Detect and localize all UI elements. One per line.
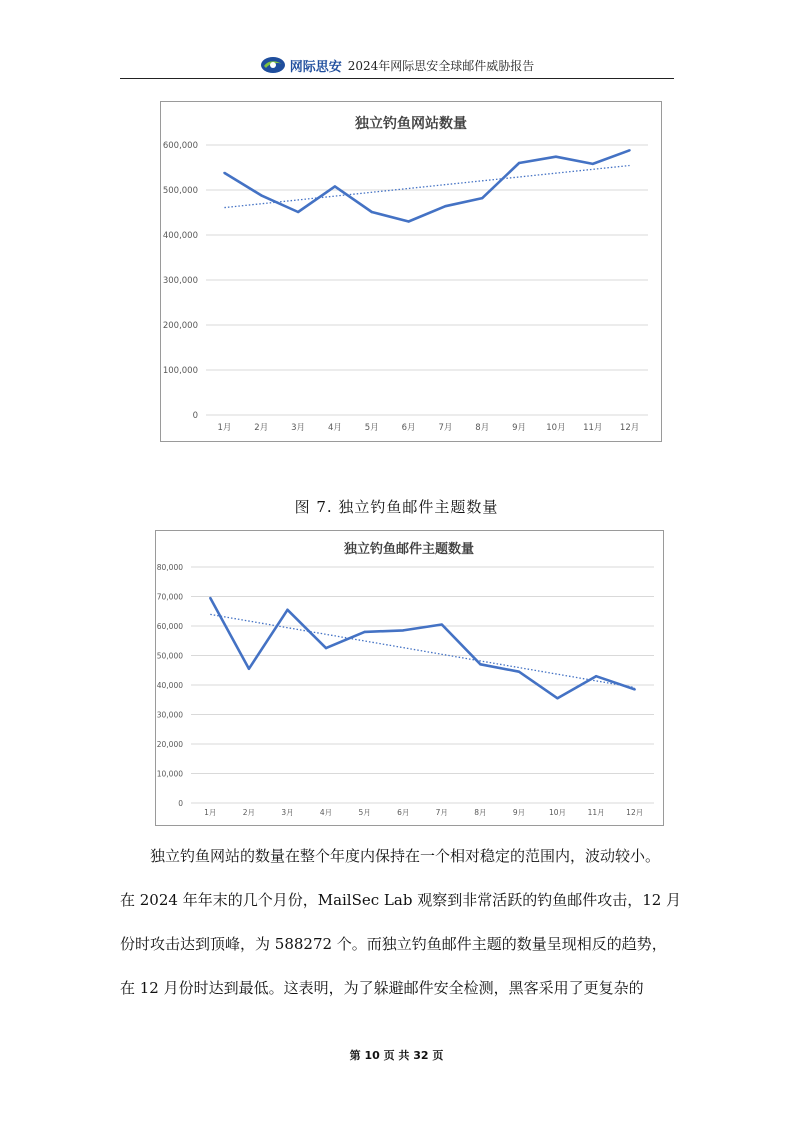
y-tick-label: 300,000 <box>162 276 198 286</box>
x-tick-label: 10月 <box>546 423 566 433</box>
y-tick-label: 20,000 <box>156 740 183 749</box>
data-point <box>628 149 630 151</box>
y-tick-label: 30,000 <box>156 710 183 720</box>
y-tick-label: 600,000 <box>162 141 198 151</box>
x-tick-label: 2月 <box>254 423 269 433</box>
data-point <box>592 163 594 165</box>
x-tick-label: 1月 <box>204 808 217 817</box>
x-tick-label: 4月 <box>327 423 342 433</box>
data-point <box>248 668 250 670</box>
y-tick-label: 200,000 <box>162 321 198 331</box>
data-point <box>363 631 365 633</box>
header-divider <box>120 78 674 79</box>
data-point <box>441 623 443 625</box>
x-tick-label: 1月 <box>217 423 232 433</box>
y-tick-label: 10,000 <box>156 769 183 779</box>
data-point <box>556 697 558 699</box>
y-tick-label: 60,000 <box>156 622 183 631</box>
data-point <box>518 162 520 164</box>
paragraph-line: 独立钓鱼网站的数量在整个年度内保持在一个相对稳定的范围内，波动较小。 <box>150 847 661 865</box>
paragraph-line: 在 12 月份时达到最低。这表明，为了躲避邮件安全检测，黑客采用了更复杂的 <box>120 979 644 997</box>
x-tick-label: 9月 <box>512 808 526 817</box>
y-tick-label: 0 <box>178 799 183 808</box>
chart-title: 独立钓鱼网站数量 <box>355 116 467 132</box>
data-point <box>402 629 404 631</box>
data-point <box>209 597 211 599</box>
chart-phishing-subjects-svg <box>156 531 663 825</box>
x-tick-label: 5月 <box>364 423 379 433</box>
data-point <box>297 211 299 213</box>
data-point <box>595 675 597 677</box>
data-point <box>334 185 336 187</box>
chart-phishing-subjects <box>155 530 664 826</box>
y-tick-label: 100,000 <box>162 366 198 376</box>
chart-title: 独立钓鱼邮件主题数量 <box>343 542 475 557</box>
x-tick-label: 4月 <box>319 808 333 817</box>
data-point <box>286 609 288 611</box>
data-point <box>407 220 409 222</box>
x-tick-label: 10月 <box>549 808 567 817</box>
data-point <box>444 205 446 207</box>
y-tick-label: 80,000 <box>156 563 183 572</box>
x-tick-label: 8月 <box>475 423 490 433</box>
trendline <box>210 614 634 687</box>
data-point <box>325 647 327 649</box>
page-number: 第 10 页 共 32 页 <box>349 1049 444 1062</box>
data-point <box>260 194 262 196</box>
series-line <box>210 598 634 698</box>
data-point <box>518 671 520 673</box>
x-tick-label: 3月 <box>291 423 306 433</box>
y-tick-label: 40,000 <box>156 681 183 690</box>
data-point <box>371 211 373 213</box>
data-point <box>223 172 225 174</box>
x-tick-label: 12月 <box>619 423 640 433</box>
data-point <box>634 688 636 690</box>
x-tick-label: 6月 <box>401 423 416 433</box>
y-tick-label: 50,000 <box>156 651 183 661</box>
y-tick-label: 70,000 <box>156 592 183 602</box>
x-tick-label: 8月 <box>474 808 487 817</box>
y-tick-label: 500,000 <box>162 186 198 196</box>
x-tick-label: 7月 <box>435 808 448 817</box>
brand-name: 网际思安 <box>289 59 342 75</box>
data-point <box>481 197 483 199</box>
data-point <box>555 156 557 158</box>
trendline <box>224 166 629 208</box>
y-tick-label: 400,000 <box>162 231 198 241</box>
chart-phishing-sites-svg <box>161 102 661 441</box>
x-tick-label: 11月 <box>583 423 603 433</box>
data-point <box>479 663 481 665</box>
x-tick-label: 5月 <box>358 808 371 817</box>
chart-phishing-sites <box>160 101 662 442</box>
x-tick-label: 7月 <box>438 423 453 433</box>
x-tick-label: 12月 <box>626 808 644 817</box>
paragraph-line: 在 2024 年年末的几个月份，MailSec Lab 观察到非常活跃的钓鱼邮件攻击，12 月 <box>120 891 682 909</box>
paragraph-line: 份时攻击达到顶峰，为 588272 个。而独立钓鱼邮件主题的数量呈现相反的趋势， <box>120 935 667 953</box>
page-header <box>120 52 674 78</box>
x-tick-label: 9月 <box>512 423 527 433</box>
x-tick-label: 6月 <box>397 808 410 817</box>
x-tick-label: 2月 <box>242 808 256 817</box>
x-tick-label: 3月 <box>281 808 294 817</box>
x-tick-label: 11月 <box>587 808 605 817</box>
brand-logo-icon <box>260 56 286 74</box>
y-tick-label: 0 <box>192 411 198 421</box>
figure-caption: 图 7. 独立钓鱼邮件主题数量 <box>294 498 499 516</box>
report-title: 2024年网际思安全球邮件威胁报告 <box>347 58 535 73</box>
